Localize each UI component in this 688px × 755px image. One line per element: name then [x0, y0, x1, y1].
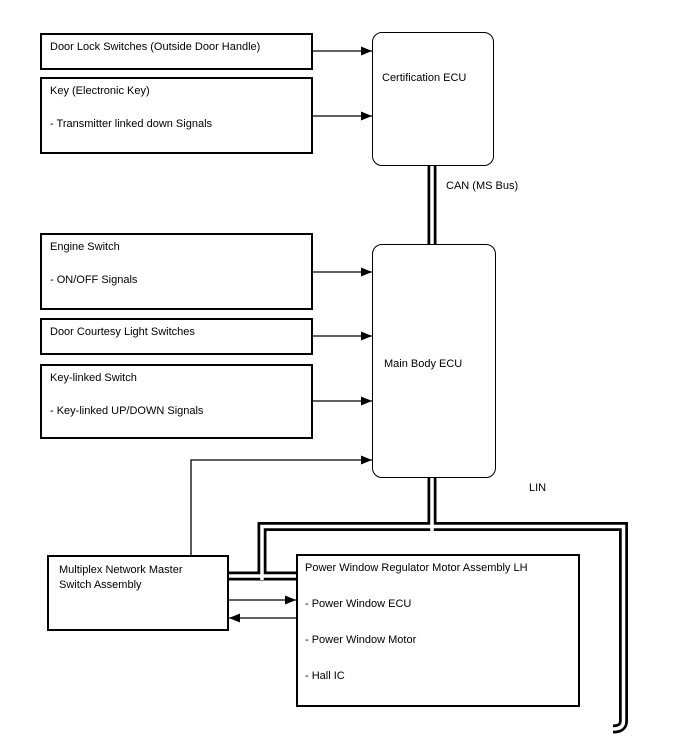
box-key-title: Key (Electronic Key)	[50, 85, 150, 97]
box-key-linked-title: Key-linked Switch	[50, 372, 137, 384]
box-key-electronic-key	[40, 77, 313, 154]
box-key-subtitle: - Transmitter linked down Signals	[50, 118, 213, 130]
master-switch-title-line1: Multiplex Network Master	[59, 564, 183, 576]
certification-ecu-label: Certification ECU	[382, 72, 467, 84]
master-switch-title-line2: Switch Assembly	[59, 579, 142, 591]
regulator-item-ecu: - Power Window ECU	[305, 598, 412, 610]
box-door-lock-switches	[40, 33, 313, 70]
box-door-courtesy-title: Door Courtesy Light Switches	[50, 326, 195, 338]
box-key-linked-subtitle: - Key-linked UP/DOWN Signals	[50, 405, 204, 417]
box-power-window-regulator	[296, 554, 580, 707]
can-bus-label: CAN (MS Bus)	[446, 180, 519, 192]
box-engine-switch-title: Engine Switch	[50, 241, 120, 253]
box-engine-switch-subtitle: - ON/OFF Signals	[50, 274, 138, 286]
box-key-linked-switch	[40, 364, 313, 439]
box-main-body-ecu	[372, 244, 496, 478]
lin-bus-label: LIN	[529, 482, 547, 494]
box-door-courtesy-light-switches	[40, 318, 313, 355]
regulator-title: Power Window Regulator Motor Assembly LH	[305, 562, 528, 574]
arrow-master-switch-to-main-body-ecu	[191, 460, 372, 555]
regulator-item-hall-ic: - Hall IC	[305, 670, 345, 682]
regulator-item-motor: - Power Window Motor	[305, 634, 417, 646]
box-engine-switch	[40, 233, 313, 310]
box-certification-ecu	[372, 32, 494, 166]
main-body-ecu-label: Main Body ECU	[384, 358, 463, 370]
box-multiplex-master-switch	[47, 555, 229, 631]
box-door-lock-switches-title: Door Lock Switches (Outside Door Handle)	[50, 41, 261, 53]
